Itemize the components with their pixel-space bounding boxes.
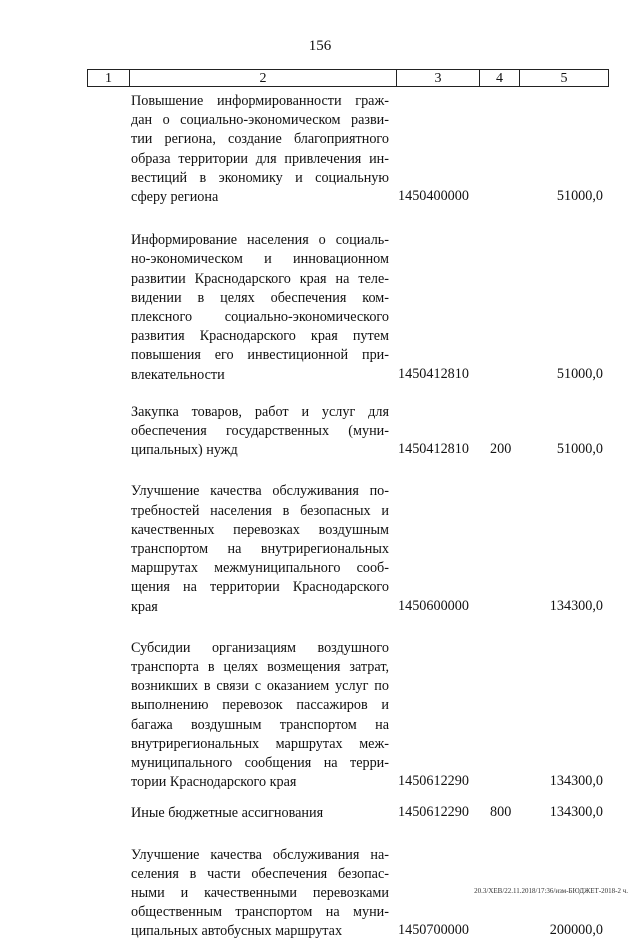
description-line: образа территории для привлечения ин-: [131, 150, 389, 167]
table-row: [0, 639, 640, 805]
target-article-code: 1450400000: [398, 188, 469, 204]
description-line: дан о социально-экономическом разви-: [131, 112, 389, 129]
description-line: вестиций в экономику и социальную: [131, 169, 389, 186]
description-line: муниципального сообщения на терри-: [131, 754, 389, 771]
amount: 134300,0: [549, 804, 603, 821]
description-line: но-экономическом и инновационном: [131, 251, 389, 268]
table-header: [87, 69, 609, 87]
description-line: ными и качественными перевозками: [131, 884, 389, 901]
description-line: Улучшение качества обслуживания на-: [131, 846, 389, 863]
header-col-1: 1: [88, 70, 130, 86]
description-line: качественных перевозках воздушным: [131, 521, 389, 538]
expense-type: 800: [490, 804, 512, 821]
target-article-code: 1450700000: [398, 922, 469, 939]
description-line: общественным транспортом на муни-: [131, 904, 389, 921]
description-line: возникших в связи с оказанием услуг по: [131, 678, 389, 695]
description-line: маршрутах межмуниципального сооб-: [131, 560, 389, 577]
table-row: [0, 403, 640, 483]
description-line: Иные бюджетные ассигнования: [131, 805, 324, 822]
description-line: развитии Краснодарского края на теле-: [131, 270, 389, 287]
budget-table-body: [0, 92, 640, 942]
amount: 134300,0: [549, 773, 603, 790]
row-description: [131, 639, 389, 793]
amount: 200000,0: [549, 922, 603, 939]
description-line: внутрирегиональных маршрутах меж-: [131, 735, 389, 752]
description-line: щения на территории Краснодарского: [131, 579, 389, 596]
description-line: требностей населения в безопасных и: [131, 502, 389, 519]
target-article-code: 1450612290: [398, 804, 469, 821]
description-line: влекательности: [131, 366, 225, 383]
row-description: [131, 92, 389, 207]
row-description: [131, 403, 389, 461]
description-line: Информирование населения о социаль-: [131, 232, 389, 249]
header-col-5: 5: [560, 71, 568, 86]
description-line: края: [131, 598, 158, 615]
description-line: тории Краснодарского края: [131, 774, 297, 791]
table-row: [0, 92, 640, 231]
description-line: селения в части обеспечения безопас-: [131, 865, 389, 882]
description-line: Повышение информированности граж-: [131, 93, 389, 109]
description-line: повышения его инвестиционной при-: [131, 347, 389, 364]
description-line: видении в целях обеспечения ком-: [131, 289, 389, 306]
description-line: тии региона, создание благоприятного: [131, 131, 389, 148]
description-line: Закупка товаров, работ и услуг для: [131, 403, 389, 420]
description-line: выполнению перевозок пассажиров и: [131, 697, 389, 714]
target-article-code: 1450412810: [398, 441, 469, 458]
row-description: [131, 804, 389, 823]
description-line: багажа воздушным транспортом на: [131, 716, 389, 733]
amount: 51000,0: [556, 365, 603, 382]
row-description: [131, 231, 389, 385]
description-line: сферу региона: [131, 189, 219, 206]
header-col-2: 2: [130, 70, 397, 86]
expense-type: 200: [490, 441, 512, 458]
description-line: транспорта в целях возмещения затрат,: [131, 658, 389, 675]
table-row: [0, 231, 640, 403]
target-article-code: 1450412810: [398, 365, 469, 382]
row-description: [131, 846, 389, 942]
table-row: [0, 804, 640, 845]
description-line: обеспечения государственных (муни-: [131, 422, 389, 439]
amount: 134300,0: [549, 597, 603, 614]
description-line: Улучшение качества обслуживания по-: [131, 483, 389, 500]
header-col-3: 3: [397, 70, 480, 86]
description-line: ципальных автобусных маршрутах: [131, 923, 343, 940]
description-line: ципальных) нужд: [131, 442, 238, 459]
page-number: 156: [308, 38, 332, 54]
amount: 51000,0: [556, 441, 603, 458]
table-row: [0, 482, 640, 638]
header-col-4: 4: [480, 70, 520, 86]
target-article-code: 1450600000: [398, 597, 469, 614]
description-line: транспортом на внутрирегиональных: [131, 540, 389, 557]
description-line: плексного социально-экономического: [131, 309, 389, 325]
document-footer: 20.3/ХЕВ/22.11.2018/17:36/изм-БЮДЖЕТ-2018-2 ч.: [474, 887, 628, 895]
row-description: [131, 482, 389, 616]
description-line: развития Краснодарского края путем: [131, 328, 389, 345]
description-line: Субсидии организациям воздушного: [131, 639, 389, 656]
target-article-code: 1450612290: [398, 773, 469, 790]
amount: 51000,0: [556, 188, 603, 204]
